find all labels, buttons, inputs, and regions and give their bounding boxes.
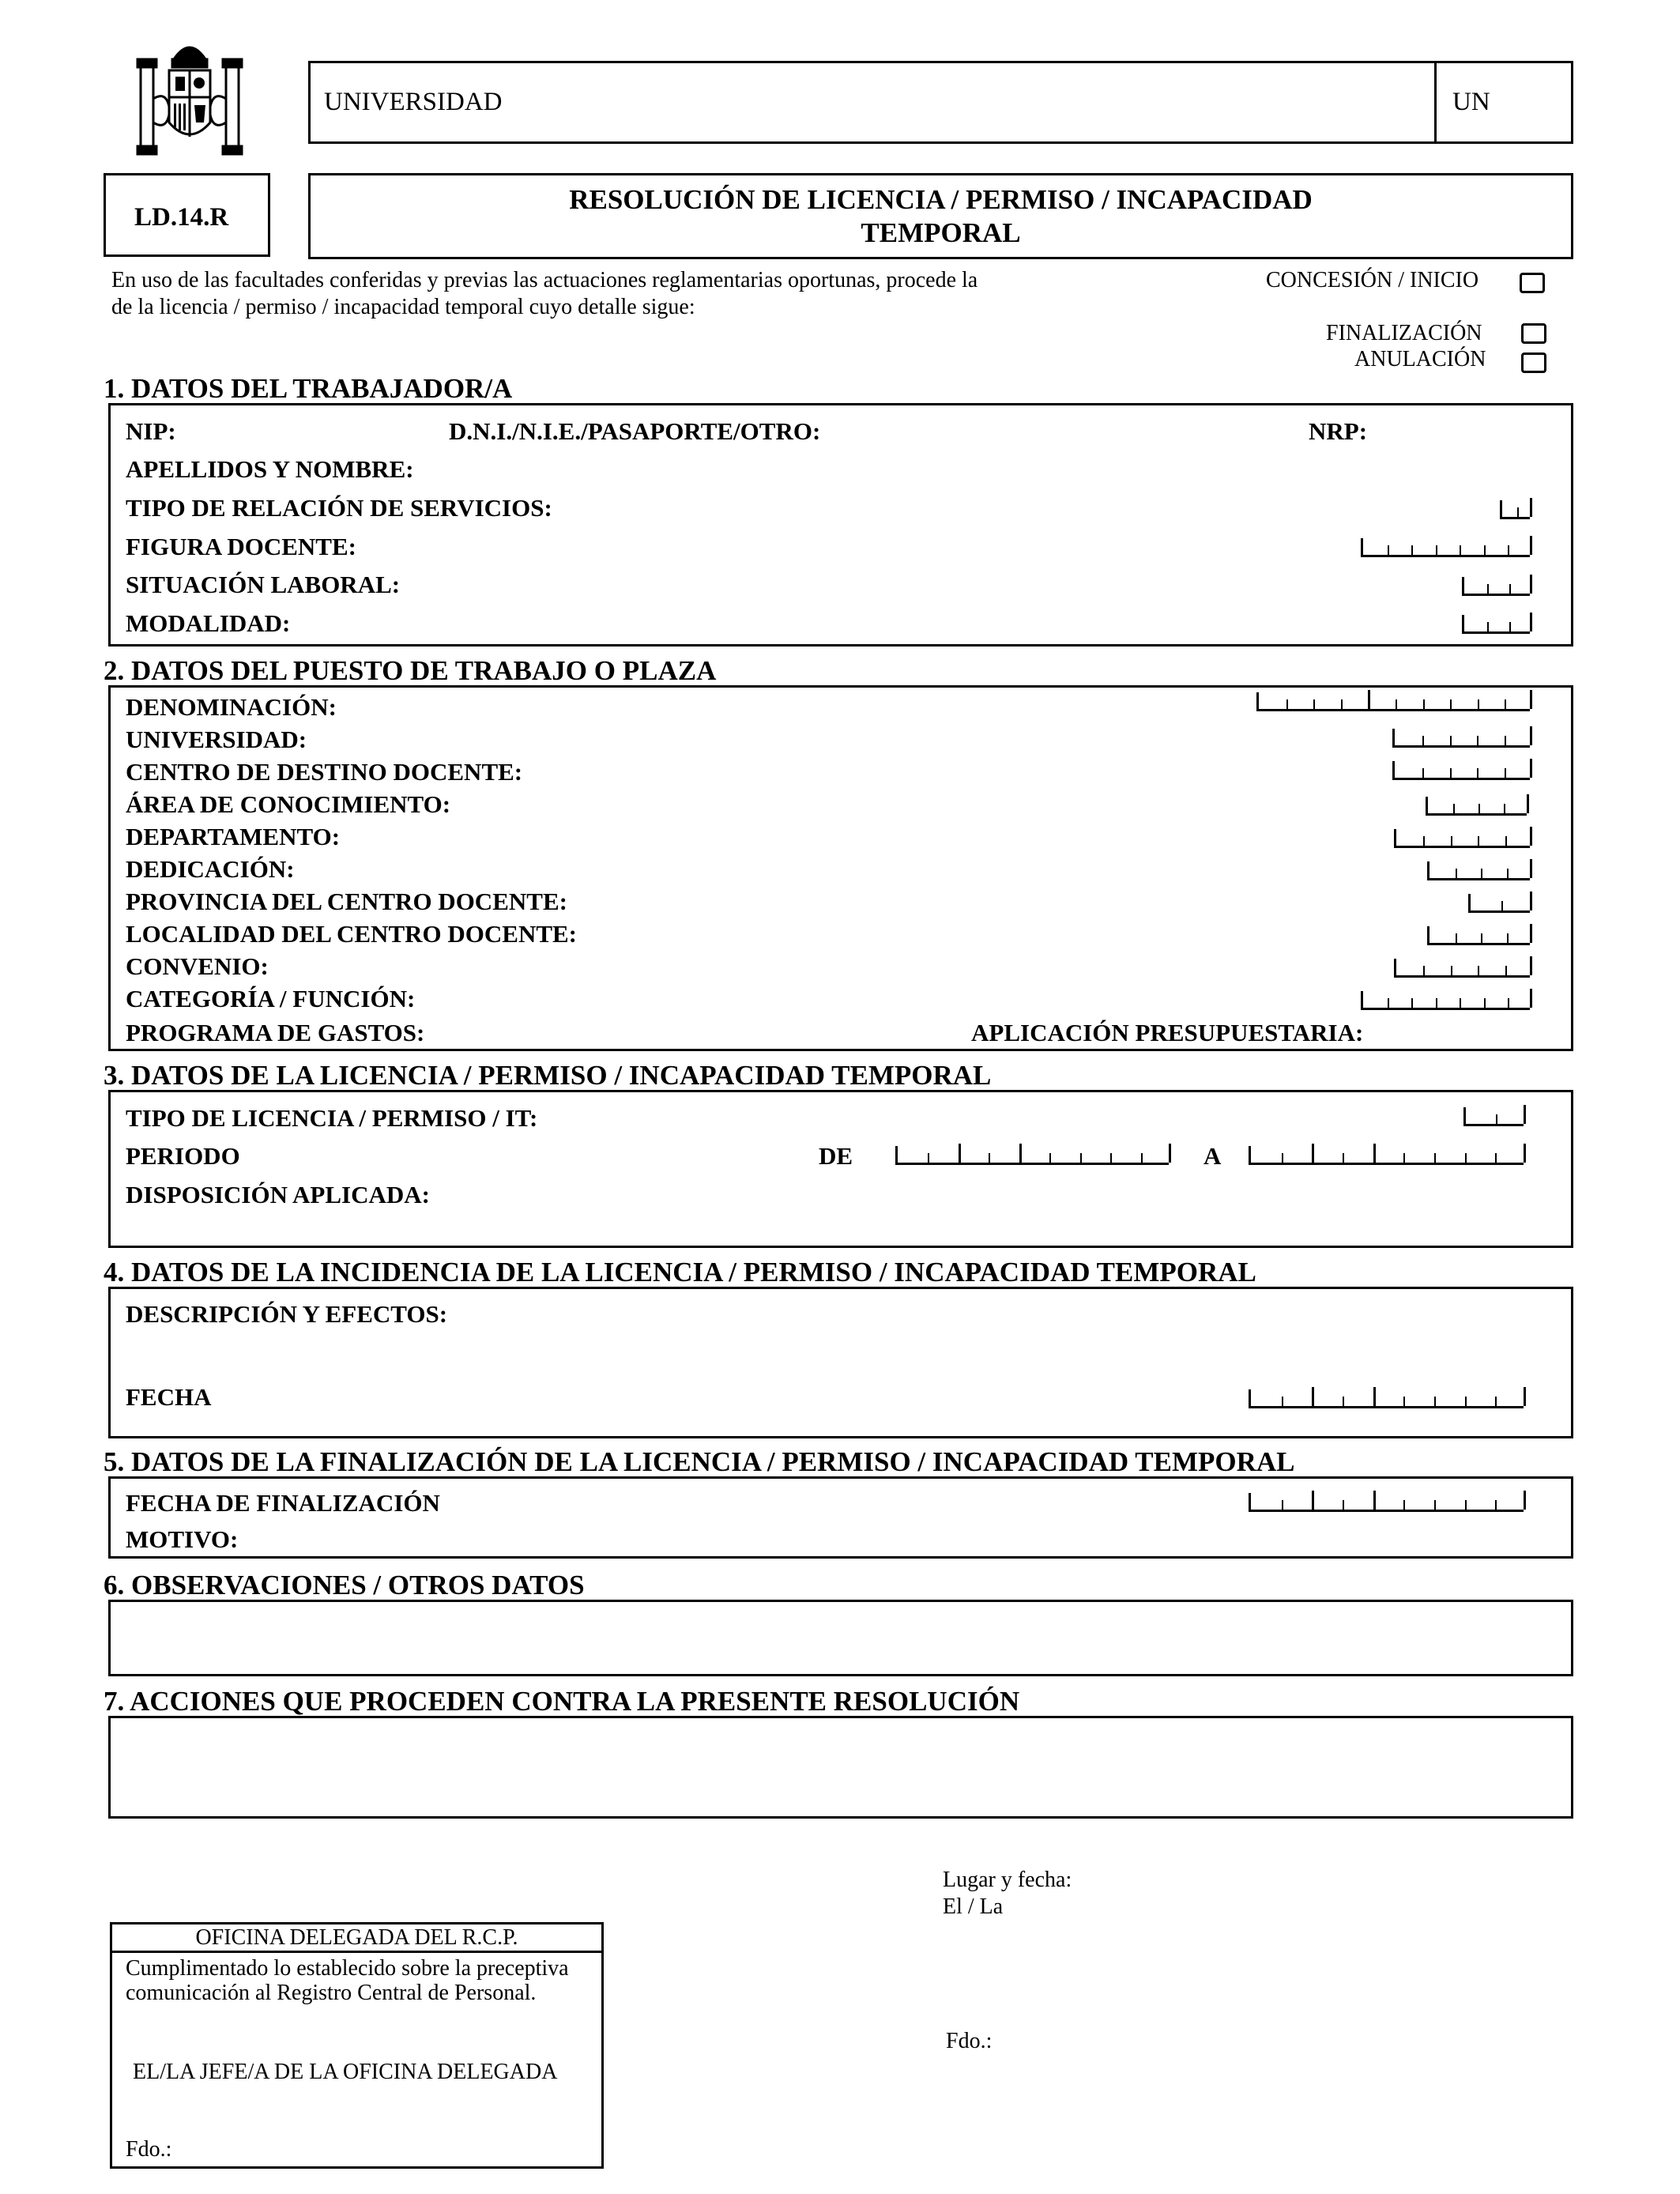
oficina-title: OFICINA DELEGADA DEL R.C.P. xyxy=(195,1925,518,1950)
comb-cell-divider xyxy=(1049,1153,1051,1163)
fecha-finalizacion-field[interactable] xyxy=(1249,1493,1524,1512)
figura-docente-field[interactable] xyxy=(1361,538,1530,557)
comb-cell-divider xyxy=(1465,1397,1467,1406)
localidad-field[interactable] xyxy=(1427,926,1530,945)
de-label: DE xyxy=(819,1142,853,1170)
comb-cell-divider xyxy=(1481,869,1482,878)
comb-cell-divider xyxy=(1501,901,1503,910)
comb-cell-divider xyxy=(1450,699,1452,709)
comb-cell-divider xyxy=(1505,836,1507,846)
centro-destino-label: CENTRO DE DESTINO DOCENTE: xyxy=(126,758,523,786)
comb-cell-divider xyxy=(1478,804,1480,813)
comb-cell-divider xyxy=(1282,1397,1283,1406)
section5-title: 5. DATOS DE LA FINALIZACIÓN DE LA LICENCIA / PERMISO / INCAPACIDAD TEMPORAL xyxy=(104,1446,1295,1477)
comb-end-mark xyxy=(1530,613,1532,631)
comb-end-mark xyxy=(1530,924,1532,943)
comb-end-mark xyxy=(1530,498,1532,517)
fecha-incidencia-label: FECHA xyxy=(126,1383,212,1411)
comb-end-mark xyxy=(1530,536,1532,555)
observaciones-box[interactable] xyxy=(108,1600,1573,1676)
option-anulacion-label: ANULACIÓN xyxy=(1354,347,1486,371)
tipo-relacion-field[interactable] xyxy=(1500,500,1530,519)
jefe-oficina-label: EL/LA JEFE/A DE LA OFICINA DELEGADA xyxy=(133,2060,558,2084)
comb-cell-divider xyxy=(1450,768,1452,778)
area-conocimiento-field[interactable] xyxy=(1426,797,1527,816)
comb-cell-divider xyxy=(1434,1500,1436,1510)
comb-cell-divider xyxy=(1456,869,1457,878)
comb-cell-divider xyxy=(1505,736,1506,745)
situacion-laboral-label: SITUACIÓN LABORAL: xyxy=(126,571,401,598)
fecha-finalizacion-label: FECHA DE FINALIZACIÓN xyxy=(126,1489,440,1517)
comb-cell-divider xyxy=(1508,998,1509,1008)
comb-cell-divider xyxy=(1343,1153,1344,1163)
intro-line2: de la licencia / permiso / incapacidad temporal cuyo detalle sigue: xyxy=(111,295,695,319)
categoria-label: CATEGORÍA / FUNCIÓN: xyxy=(126,985,416,1012)
lugar-fecha-label: Lugar y fecha: xyxy=(943,1868,1072,1892)
acciones-box[interactable] xyxy=(108,1716,1573,1819)
dedicacion-label: DEDICACIÓN: xyxy=(126,855,295,883)
universidad-label: UNIVERSIDAD xyxy=(324,88,503,116)
comb-cell-divider xyxy=(1477,736,1478,745)
centro-destino-field[interactable] xyxy=(1392,761,1530,780)
comb-cell-divider xyxy=(1478,699,1479,709)
comb-cell-divider xyxy=(1495,1397,1497,1406)
fdo-left-label: Fdo.: xyxy=(126,2137,172,2162)
comb-cell-divider xyxy=(959,1144,961,1163)
comb-cell-divider xyxy=(1484,998,1486,1008)
programa-gastos-label: PROGRAMA DE GASTOS: xyxy=(126,1019,425,1046)
form-code: LD.14.R xyxy=(134,203,229,232)
denominacion-label: DENOMINACIÓN: xyxy=(126,693,337,721)
oficina-line2: comunicación al Registro Central de Personal. xyxy=(126,1981,537,2005)
comb-cell-divider xyxy=(989,1153,990,1163)
comb-cell-divider xyxy=(1450,736,1452,745)
motivo-label: MOTIVO: xyxy=(126,1525,239,1553)
comb-end-mark xyxy=(1524,1144,1526,1163)
comb-end-mark xyxy=(1530,892,1532,910)
tipo-relacion-label: TIPO DE RELACIÓN DE SERVICIOS: xyxy=(126,494,552,522)
figura-docente-label: FIGURA DOCENTE: xyxy=(126,533,356,560)
comb-cell-divider xyxy=(1505,768,1506,778)
situacion-laboral-field[interactable] xyxy=(1462,577,1530,596)
comb-cell-divider xyxy=(1313,699,1315,709)
dedicacion-field[interactable] xyxy=(1427,861,1530,880)
tipo-licencia-label: TIPO DE LICENCIA / PERMISO / IT: xyxy=(126,1104,538,1132)
comb-cell-divider xyxy=(1487,584,1489,594)
intro-line1: En uso de las facultades conferidas y previas las actuaciones reglamentarias oportunas, procede la xyxy=(111,268,978,292)
comb-cell-divider xyxy=(1495,1153,1497,1163)
comb-cell-divider xyxy=(1517,507,1519,517)
comb-cell-divider xyxy=(1080,1153,1082,1163)
comb-cell-divider xyxy=(1019,1144,1022,1163)
convenio-field[interactable] xyxy=(1394,959,1530,978)
tipo-licencia-field[interactable] xyxy=(1463,1107,1524,1126)
comb-cell-divider xyxy=(1481,933,1482,943)
comb-end-mark xyxy=(1524,1491,1526,1510)
periodo-desde-field[interactable] xyxy=(895,1146,1169,1165)
comb-cell-divider xyxy=(1453,804,1455,813)
option-concesion-label: CONCESIÓN / INICIO xyxy=(1266,268,1479,292)
coat-of-arms-icon xyxy=(134,36,245,160)
comb-cell-divider xyxy=(1312,1387,1314,1406)
a-label: A xyxy=(1203,1142,1222,1170)
comb-cell-divider xyxy=(1487,622,1489,631)
provincia-label: PROVINCIA DEL CENTRO DOCENTE: xyxy=(126,888,567,915)
comb-cell-divider xyxy=(1484,545,1486,555)
provincia-field[interactable] xyxy=(1468,894,1530,913)
modalidad-field[interactable] xyxy=(1462,615,1530,634)
fdo-right-label: Fdo.: xyxy=(946,2029,993,2053)
comb-end-mark xyxy=(1169,1144,1171,1163)
comb-end-mark xyxy=(1530,759,1532,778)
comb-cell-divider xyxy=(1373,1491,1376,1510)
form-title-line2: TEMPORAL xyxy=(861,217,1021,248)
categoria-field[interactable] xyxy=(1361,991,1530,1010)
option-finalizacion-checkbox[interactable] xyxy=(1521,323,1546,344)
departamento-field[interactable] xyxy=(1394,829,1530,848)
un-label: UN xyxy=(1452,88,1490,116)
comb-end-mark xyxy=(1530,726,1532,745)
comb-cell-divider xyxy=(1451,966,1452,975)
comb-cell-divider xyxy=(1508,545,1509,555)
section2-title: 2. DATOS DEL PUESTO DE TRABAJO O PLAZA xyxy=(104,655,717,686)
comb-cell-divider xyxy=(1286,699,1288,709)
section6-title: 6. OBSERVACIONES / OTROS DATOS xyxy=(104,1570,585,1600)
comb-cell-divider xyxy=(1343,1500,1344,1510)
dni-label: D.N.I./N.I.E./PASAPORTE/OTRO: xyxy=(449,417,821,445)
comb-cell-divider xyxy=(1505,699,1506,709)
comb-cell-divider xyxy=(1403,1153,1405,1163)
nip-label: NIP: xyxy=(126,417,176,445)
comb-cell-divider xyxy=(1496,1114,1497,1124)
comb-cell-divider xyxy=(1509,584,1511,594)
periodo-label: PERIODO xyxy=(126,1142,240,1170)
comb-cell-divider xyxy=(1312,1144,1314,1163)
comb-cell-divider xyxy=(1434,1153,1436,1163)
option-anulacion-checkbox[interactable] xyxy=(1521,352,1546,373)
comb-cell-divider xyxy=(1411,998,1413,1008)
section7-title: 7. ACCIONES QUE PROCEDEN CONTRA LA PRESENTE RESOLUCIÓN xyxy=(104,1686,1020,1717)
comb-cell-divider xyxy=(1478,966,1479,975)
comb-cell-divider xyxy=(1411,545,1413,555)
modalidad-label: MODALIDAD: xyxy=(126,609,291,637)
comb-cell-divider xyxy=(1373,1144,1376,1163)
comb-cell-divider xyxy=(1423,836,1425,846)
comb-cell-divider xyxy=(1141,1153,1143,1163)
comb-cell-divider xyxy=(1460,545,1461,555)
comb-end-mark xyxy=(1530,690,1532,709)
comb-cell-divider xyxy=(1507,933,1509,943)
option-finalizacion-label: FINALIZACIÓN xyxy=(1326,321,1482,345)
denominacion-field[interactable] xyxy=(1256,692,1530,711)
fecha-incidencia-field[interactable] xyxy=(1249,1389,1524,1408)
comb-cell-divider xyxy=(1282,1500,1283,1510)
convenio-label: CONVENIO: xyxy=(126,952,269,980)
comb-end-mark xyxy=(1530,989,1532,1008)
comb-cell-divider xyxy=(1423,966,1425,975)
nrp-label: NRP: xyxy=(1309,417,1368,445)
comb-cell-divider xyxy=(1423,699,1425,709)
comb-cell-divider xyxy=(1368,690,1370,709)
area-conocimiento-label: ÁREA DE CONOCIMIENTO: xyxy=(126,790,451,818)
comb-cell-divider xyxy=(1396,699,1397,709)
comb-cell-divider xyxy=(1451,836,1452,846)
comb-end-mark xyxy=(1530,956,1532,975)
comb-cell-divider xyxy=(1282,1153,1283,1163)
comb-cell-divider xyxy=(1312,1491,1314,1510)
comb-cell-divider xyxy=(1460,998,1461,1008)
comb-cell-divider xyxy=(1477,768,1478,778)
comb-cell-divider xyxy=(1343,1397,1344,1406)
disposicion-label: DISPOSICIÓN APLICADA: xyxy=(126,1181,430,1208)
comb-cell-divider xyxy=(1465,1153,1467,1163)
el-la-label: El / La xyxy=(943,1894,1004,1919)
comb-cell-divider xyxy=(928,1153,929,1163)
comb-end-mark xyxy=(1530,859,1532,878)
comb-cell-divider xyxy=(1478,836,1479,846)
universidad-field-label: UNIVERSIDAD: xyxy=(126,726,307,753)
oficina-line1: Cumplimentado lo establecido sobre la preceptiva xyxy=(126,1956,569,1981)
comb-cell-divider xyxy=(1504,804,1505,813)
section1-title: 1. DATOS DEL TRABAJADOR/A xyxy=(104,373,513,404)
comb-cell-divider xyxy=(1388,545,1389,555)
section4-title: 4. DATOS DE LA INCIDENCIA DE LA LICENCIA / PERMISO / INCAPACIDAD TEMPORAL xyxy=(104,1257,1256,1287)
comb-cell-divider xyxy=(1403,1500,1405,1510)
comb-end-mark xyxy=(1527,794,1529,813)
comb-cell-divider xyxy=(1495,1500,1497,1510)
apellidos-label: APELLIDOS Y NOMBRE: xyxy=(126,455,414,483)
universidad-field[interactable] xyxy=(1392,729,1530,748)
comb-end-mark xyxy=(1530,575,1532,594)
comb-cell-divider xyxy=(1110,1153,1112,1163)
comb-cell-divider xyxy=(1422,736,1424,745)
comb-cell-divider xyxy=(1436,998,1437,1008)
comb-end-mark xyxy=(1530,827,1532,846)
departamento-label: DEPARTAMENTO: xyxy=(126,823,341,850)
comb-cell-divider xyxy=(1505,966,1507,975)
localidad-label: LOCALIDAD DEL CENTRO DOCENTE: xyxy=(126,920,578,948)
comb-cell-divider xyxy=(1388,998,1389,1008)
comb-cell-divider xyxy=(1341,699,1343,709)
comb-cell-divider xyxy=(1434,1397,1436,1406)
comb-cell-divider xyxy=(1373,1387,1376,1406)
comb-cell-divider xyxy=(1509,622,1511,631)
comb-cell-divider xyxy=(1422,768,1424,778)
comb-cell-divider xyxy=(1403,1397,1405,1406)
periodo-hasta-field[interactable] xyxy=(1249,1146,1524,1165)
comb-cell-divider xyxy=(1507,869,1509,878)
comb-cell-divider xyxy=(1465,1500,1467,1510)
aplicacion-presupuestaria-label: APLICACIÓN PRESUPUESTARIA: xyxy=(971,1019,1364,1046)
comb-end-mark xyxy=(1524,1105,1526,1124)
comb-end-mark xyxy=(1524,1387,1526,1406)
descripcion-label: DESCRIPCIÓN Y EFECTOS: xyxy=(126,1300,448,1328)
section3-title: 3. DATOS DE LA LICENCIA / PERMISO / INCAPACIDAD TEMPORAL xyxy=(104,1060,992,1091)
comb-cell-divider xyxy=(1436,545,1437,555)
comb-cell-divider xyxy=(1456,933,1457,943)
option-concesion-checkbox[interactable] xyxy=(1520,273,1545,293)
form-title-line1: RESOLUCIÓN DE LICENCIA / PERMISO / INCAPACIDAD xyxy=(569,184,1313,215)
